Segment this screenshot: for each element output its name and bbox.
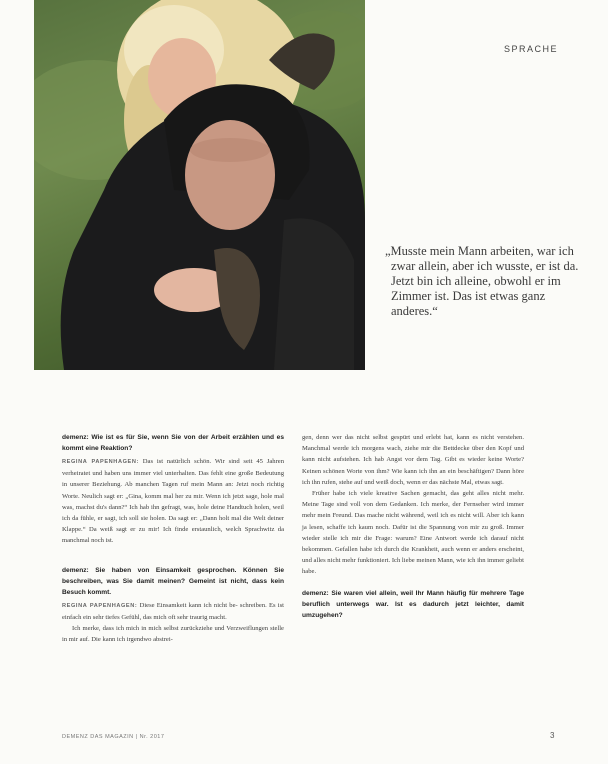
interview-question: demenz: Sie waren viel allein, weil Ihr Mann häufig für mehrere Tage beruflich unterwegs war. Ist es dadurch jetzt leichter, damit umzugehen? <box>302 589 524 619</box>
answer-paragraph <box>62 600 284 623</box>
page-number: 3 <box>550 731 555 740</box>
pull-quote <box>385 244 585 319</box>
answer-paragraph: gen, denn wer das nicht selbst gespürt und erlebt hat, kann es nicht verstehen. Manchmal werde ich morgens wach, ziehe mir die Bettdecke über den Kopf und kann nicht aufstehen. Ich hab Angst vor dem Tag. Gibt es wieder keine Worte? Keinen schönen Worte von ihm? Wie kann ich ihn an ein beschäftigen? Dann höre ich ihn rufen, stehe auf und weiß doch, wenn er das nächste Mal, etwas sagt. <box>302 434 524 486</box>
answer-paragraph <box>62 456 284 547</box>
pull-quote-text: „Musste mein Mann arbeiten, war ich zwar allein, aber ich wusste, er ist da. Jetzt bin ich alleine, obwohl er im Zimmer ist. Das ist etwas ganz anderes.“ <box>385 244 579 318</box>
speaker-name: REGINA PAPENHAGEN: <box>62 459 139 465</box>
cover-photo <box>34 0 365 370</box>
interview-question: demenz: Sie haben von Einsamkeit gesprochen. Können Sie beschreiben, was Sie damit meinen? Gemeint ist nicht, dass kein Besuch kommt. <box>62 566 284 596</box>
answer-paragraph: Früher habe ich viele kreative Sachen gemacht, das geht alles nicht mehr. Meine Tage sind voll von dem Gedanken. Ich merke, der Fernseher wird immer mehr mein Freund. Das mache nicht während, weil ich es nicht will. Aber ich kann ja lesen, schaffe ich kaum noch. Dafür ist die Spannung von mir zu groß. Immer wieder stelle ich mir die Frage: warum? Eine Antwort werde ich darauf nicht bekommen. Gefallen habe ich durch die Krankheit, auch wenn er anders erscheint, und alles nicht mehr funktioniert. Ich liebe meinen Mann, wie ich ihn immer geliebt habe. <box>302 490 524 576</box>
answer-text: Diese Einsamkeit kann ich nicht be- schreiben. Es ist einfach ein sehr tiefes Gefühl, das mich oft sehr traurig macht. <box>62 601 284 621</box>
answer-text: Das ist natürlich schön. Wir sind seit 45 Jahren verheiratet und haben uns immer viel unterhalten. Das fehlt eine große Bedeutung in unserer Beziehung. Ab manchen Tagen ruf mein Mann an: Jetzt noch richtig Worte. Neulich sagt er: „Gina, komm mal her zu mir. Wenn ich jetzt sage, hole mal was, machst du's dann?“ Ich hab ihn gefragt, was, hole deine Handtuch holen, weil ich da fühle, er sagt, ich soll sie holen. Da sagt er: „Dann holt mal die Welt deiner Klappe.“ Da weiß sagt er zu mir! Ich finde erstaunlich, welch Sprachwitz da manchmal noch ist. <box>62 458 284 545</box>
speaker-name: REGINA PAPENHAGEN: <box>62 602 138 609</box>
article-column-right <box>302 432 524 623</box>
answer-paragraph: Ich merke, dass ich mich in mich selbst zurückziehe und Verzweiflungen stelle in mir auf. Die kann ich irgendwo abstrei- <box>62 625 284 644</box>
footer-magazine: DEMENZ DAS MAGAZIN | Nr. 2017 <box>62 734 165 740</box>
section-label: SPRACHE <box>503 44 558 54</box>
article-column-left <box>62 432 284 645</box>
interview-question: demenz: Wie ist es für Sie, wenn Sie von der Arbeit erzählen und es kommt eine Reaktion? <box>62 434 284 452</box>
photo-illustration <box>34 0 365 370</box>
